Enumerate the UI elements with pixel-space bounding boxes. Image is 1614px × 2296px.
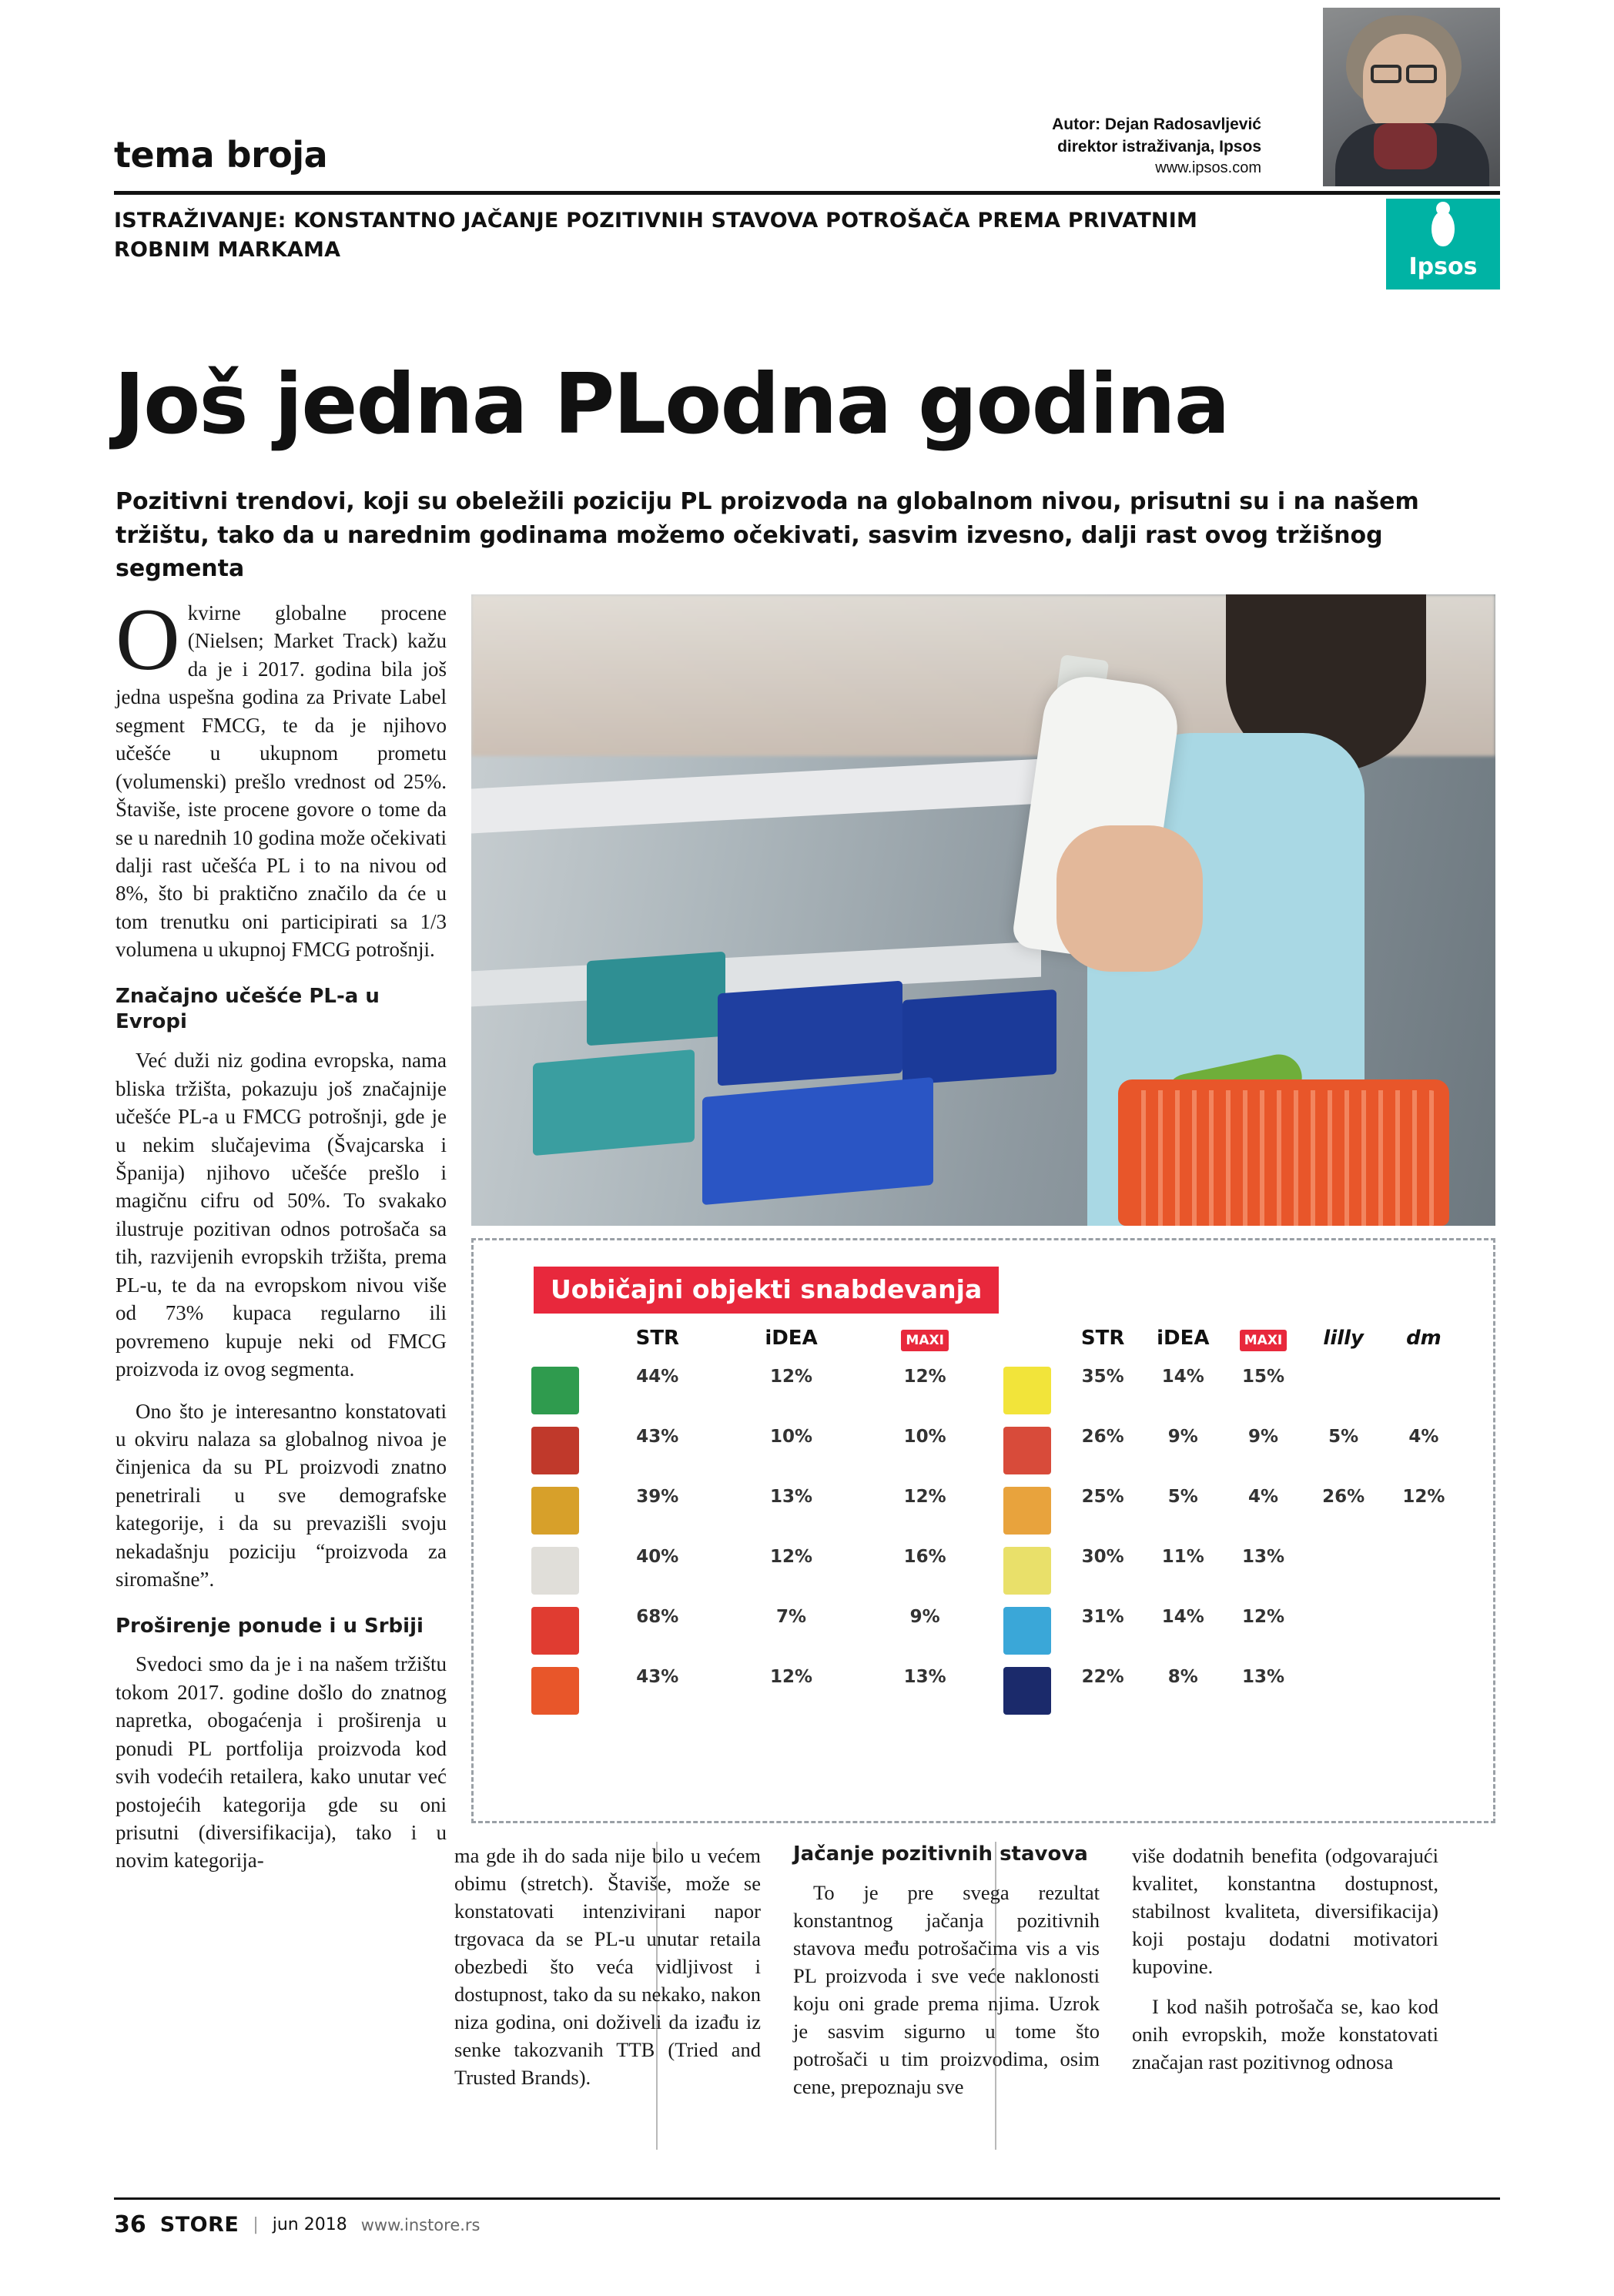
- cell-value: 5%: [1167, 1487, 1198, 1507]
- hygiene-icon: [992, 1607, 1063, 1655]
- cell-value: 26%: [1322, 1487, 1365, 1507]
- cell-value: 14%: [1161, 1367, 1204, 1387]
- cell-value: 22%: [1081, 1667, 1124, 1687]
- chart-col-str-left: STR: [635, 1327, 680, 1350]
- photo-glasses-right: [1406, 65, 1437, 83]
- table-row: [520, 1481, 1464, 1541]
- cell-value: 4%: [1247, 1487, 1279, 1507]
- photo-crate-blue-1: [718, 981, 902, 1086]
- masthead-title: tema broja: [114, 134, 328, 176]
- issue-date: jun 2018: [272, 2215, 347, 2234]
- cell-value: 26%: [1081, 1427, 1124, 1447]
- cosmetics-icon: [992, 1367, 1063, 1414]
- chart-col-idea-left: iDEA: [765, 1327, 818, 1350]
- cell-value: 16%: [903, 1547, 946, 1567]
- dairy-icon: [520, 1607, 591, 1655]
- cell-value: 12%: [1402, 1487, 1445, 1507]
- table-row: [520, 1541, 1464, 1601]
- cell-value: [1304, 1607, 1384, 1655]
- cell-value: [1304, 1367, 1384, 1414]
- cell-value: 12%: [769, 1367, 813, 1387]
- cell-value: 13%: [1241, 1667, 1285, 1687]
- paragraph-4: Svedoci smo da je i na našem tržištu tokom 2017. godine došlo do znatnog napretka, obogaćenja i proširenja u ponudi PL portfolija proizvoda kod svih vodećih retailera, kako unutar već postojećih kategorija gde su oni prisutni (diversifikacija), tako i u novim kategorija-: [116, 1652, 447, 1873]
- ipsos-logo: [1386, 199, 1500, 290]
- cell-value: 30%: [1081, 1547, 1124, 1567]
- cell-value: 25%: [1081, 1487, 1124, 1507]
- paragraph-2: Već duži niz godina evropska, nama bliska tržišta, pokazuju još značajnije učešće PL-a u FMCG potrošnji, gde je u nekim slučajevima (Švajcarska i Španija) njihovo učešće prešlo i magičnu cifru od 50%. To svakako ilustruje pozitivan odnos potrošača sa tih, razvijenih evropskih tržišta, prema PL-u, te da na evropskom nivou više od 73% kupaca regularno ili povremeno kupuje neki od FMCG proizvoda iz ovog segmenta.: [116, 1049, 447, 1381]
- article-bottom-columns: [116, 1842, 1495, 2173]
- header-divider: [114, 191, 1500, 195]
- subheading-attitudes: Jačanje pozitivnih stavova: [793, 1842, 1088, 1866]
- author-role: direktor istraživanja, Ipsos: [1057, 137, 1261, 156]
- photo-face: [1363, 34, 1446, 132]
- table-row: [520, 1661, 1464, 1721]
- paragraph-7: više dodatnih benefita (odgovarajući kvalitet, konstantna dostupnost, stabilnost kvaliteta, diversifikacija) koji postaju dodatni motivatori kupovine.: [1132, 1844, 1438, 1979]
- row-left-2: [520, 1427, 992, 1474]
- cell-value: 31%: [1081, 1607, 1124, 1627]
- cell-value: [1304, 1667, 1384, 1715]
- paragraph-3: Ono što je interesantno konstatovati u okviru nalaza sa globalnog nivoa je činjenica da su PL proizvodi znatno penetrirali u sve demografske kategorije, i da su prevazišli svoju nekadašnju poziciju “proizvoda za siromašne”.: [116, 1399, 447, 1591]
- chart-icon-column-header: [520, 1327, 591, 1350]
- cell-value: 12%: [769, 1547, 813, 1567]
- ipsos-logo-text: Ipsos: [1408, 253, 1478, 280]
- footer-website[interactable]: www.instore.rs: [360, 2215, 481, 2234]
- paragraph-5: ma gde ih do sada nije bilo u većem obimu (stretch). Štaviše, može se konstatovati intenzivirani napor trgovaca da se PL-u unutar retaila obezbedi što veća vidljivost i dostupnost, tako da su nekako, nakon niza godina, oni doživeli da izađu iz senke takozvanih TTB (Tried and Trusted Brands).: [454, 1844, 761, 2090]
- photo-crate-blue-2: [902, 989, 1056, 1085]
- cell-value: 4%: [1408, 1427, 1439, 1447]
- table-row: [520, 1601, 1464, 1661]
- cell-value: 68%: [636, 1607, 679, 1627]
- chart-col-maxi-right: [1223, 1327, 1303, 1350]
- chart-col-str-right: STR: [1080, 1327, 1125, 1350]
- cell-value: 9%: [909, 1607, 940, 1627]
- paragraph-8: I kod naših potrošača se, kao kod onih evropskih, može konstatovati značajan rast pozitivnog odnosa: [1132, 1995, 1438, 2074]
- table-row: [520, 1421, 1464, 1481]
- row-left-3: [520, 1487, 992, 1535]
- cell-value: 44%: [636, 1367, 679, 1387]
- cell-value: 10%: [903, 1427, 946, 1447]
- chart-grid: [520, 1327, 1464, 1802]
- subheading-europe: Značajno učešće PL-a u Evropi: [116, 984, 380, 1034]
- author-credit: [1052, 114, 1261, 179]
- row-left-6: [520, 1667, 992, 1715]
- drinks-icon: [520, 1367, 591, 1414]
- row-left-4: [520, 1547, 992, 1595]
- cell-value: 12%: [903, 1367, 946, 1387]
- author-photo: [1323, 8, 1500, 186]
- store-logo: STORE: [159, 2213, 239, 2237]
- paragraph-6: To je pre svega rezultat konstantnog jačanja pozitivnih stavova među potrošačima vis a vis PL proizvoda i sve veće naklonosti koju oni grade prema njima. Uzrok je sasvim sigurno u tome što potrošači u tim proizvodima, osim cene, prepoznaju sve: [793, 1880, 1100, 2099]
- footer-separator: |: [253, 2215, 259, 2234]
- chart-body: [520, 1361, 1464, 1721]
- household-icon: [520, 1427, 591, 1474]
- row-right-1: [992, 1367, 1464, 1414]
- author-website: www.ipsos.com: [1155, 159, 1261, 176]
- subheading-serbia: Proširenje ponude i u Srbiji: [116, 1614, 424, 1638]
- cell-value: 13%: [903, 1667, 946, 1687]
- cell-value: 10%: [769, 1427, 813, 1447]
- cell-value: 43%: [636, 1427, 679, 1447]
- table-row: [520, 1361, 1464, 1421]
- cell-value: 43%: [636, 1667, 679, 1687]
- photo-glasses-left: [1371, 65, 1401, 83]
- row-right-5: [992, 1607, 1464, 1655]
- cell-value: 12%: [903, 1487, 946, 1507]
- chart-icon-column-header-2: [992, 1327, 1063, 1350]
- chart-col-lilly: lilly: [1323, 1327, 1365, 1350]
- article-column-3: [793, 1842, 1100, 2100]
- paragraph-1-text: kvirne globalne procene (Nielsen; Market Track) kažu da je i 2017. godina bila još jedna uspešna godina za Private Label segment FMCG, te da je njihovo učešće u ukupnom prometu (volumenski) prešlo vrednost od 25%. Štaviše, iste procene govore o tome da se u narednih 10 godina može očekivati dalji rast učešća PL i to na nivou od 8%, što bi praktično značilo da će u tom trenutku oni participirati sa 1/3 volumena u ukupnoj FMCG potrošnji.: [116, 601, 447, 962]
- photo-crate-teal-1: [587, 952, 725, 1046]
- page-number: 36: [114, 2211, 146, 2238]
- cell-value: 14%: [1161, 1607, 1204, 1627]
- article-photo-shopper: [471, 594, 1495, 1226]
- row-right-4: [992, 1547, 1464, 1595]
- cell-value: [1304, 1547, 1384, 1595]
- chart-col-dm: dm: [1406, 1327, 1442, 1350]
- photo-shopping-basket: [1118, 1079, 1449, 1226]
- page-header: [114, 92, 1500, 192]
- chart-panel: [471, 1238, 1495, 1823]
- snacks-icon: [992, 1427, 1063, 1474]
- maxi-logo-2: MAXI: [1240, 1330, 1288, 1351]
- cell-value: 9%: [1247, 1427, 1279, 1447]
- chart-header-right: [992, 1327, 1464, 1350]
- cell-value: [1384, 1667, 1464, 1715]
- cell-value: 11%: [1161, 1547, 1204, 1567]
- photo-scarf: [1374, 123, 1437, 169]
- cell-value: 35%: [1081, 1367, 1124, 1387]
- article-column-4: [1132, 1842, 1438, 2076]
- photo-crate-teal-2: [533, 1049, 695, 1156]
- chart-header-left: [520, 1327, 992, 1350]
- footer-divider: [114, 2197, 1500, 2200]
- chart-col-idea-right: iDEA: [1157, 1327, 1210, 1350]
- cell-value: [1384, 1367, 1464, 1414]
- pantry-icon: [520, 1487, 591, 1535]
- meat-icon: [520, 1547, 591, 1595]
- article-column-2: [454, 1842, 761, 2091]
- cell-value: [1384, 1547, 1464, 1595]
- row-right-2: [992, 1427, 1464, 1474]
- row-left-5: [520, 1607, 992, 1655]
- cell-value: 13%: [769, 1487, 813, 1507]
- page-footer: [114, 2211, 1500, 2238]
- article-column-1: [116, 591, 447, 1875]
- author-name: Autor: Dejan Radosavljević: [1052, 115, 1261, 134]
- chart-title: Uobičajni objekti snabdevanja: [534, 1267, 999, 1314]
- photo-shopper-hand: [1056, 825, 1203, 972]
- cell-value: [1384, 1607, 1464, 1655]
- row-left-1: [520, 1367, 992, 1414]
- article-standfirst: Pozitivni trendovi, koji su obeležili poziciju PL proizvoda na globalnom nivou, prisutni su i na našem tržištu, tako da u narednim godinama možemo očekivati, sasvim izvesno, dalji rast ovog tržišnog segmenta: [116, 488, 1419, 582]
- article-kicker: ISTRAŽIVANJE: KONSTANTNO JAČANJE POZITIVNIH STAVOVA POTROŠAČA PREMA PRIVATNIM ROBNIM MARKAMA: [114, 209, 1198, 262]
- row-right-3: [992, 1487, 1464, 1535]
- frozen-icon: [992, 1667, 1063, 1715]
- chart-col-maxi-left: [858, 1327, 992, 1350]
- photo-crate-blue-3: [702, 1077, 933, 1205]
- page-title: Još jedna PLodna godina: [114, 356, 1229, 454]
- ipsos-mark-icon: [1432, 211, 1455, 246]
- cell-value: 40%: [636, 1547, 679, 1567]
- cell-value: 5%: [1328, 1427, 1359, 1447]
- cell-value: 13%: [1241, 1547, 1285, 1567]
- maxi-logo: MAXI: [901, 1330, 949, 1351]
- cleaning-icon: [520, 1667, 591, 1715]
- cell-value: 39%: [636, 1487, 679, 1507]
- cell-value: 12%: [769, 1667, 813, 1687]
- cell-value: 9%: [1167, 1427, 1198, 1447]
- bakery-icon: [992, 1547, 1063, 1595]
- cell-value: 12%: [1241, 1607, 1285, 1627]
- row-right-6: [992, 1667, 1464, 1715]
- cell-value: 15%: [1241, 1367, 1285, 1387]
- cell-value: 7%: [775, 1607, 807, 1627]
- drop-cap: O: [116, 591, 180, 689]
- paragraph-intro: [116, 591, 447, 964]
- babycare-icon: [992, 1487, 1063, 1535]
- chart-header-row: [520, 1327, 1464, 1350]
- cell-value: 8%: [1167, 1667, 1198, 1687]
